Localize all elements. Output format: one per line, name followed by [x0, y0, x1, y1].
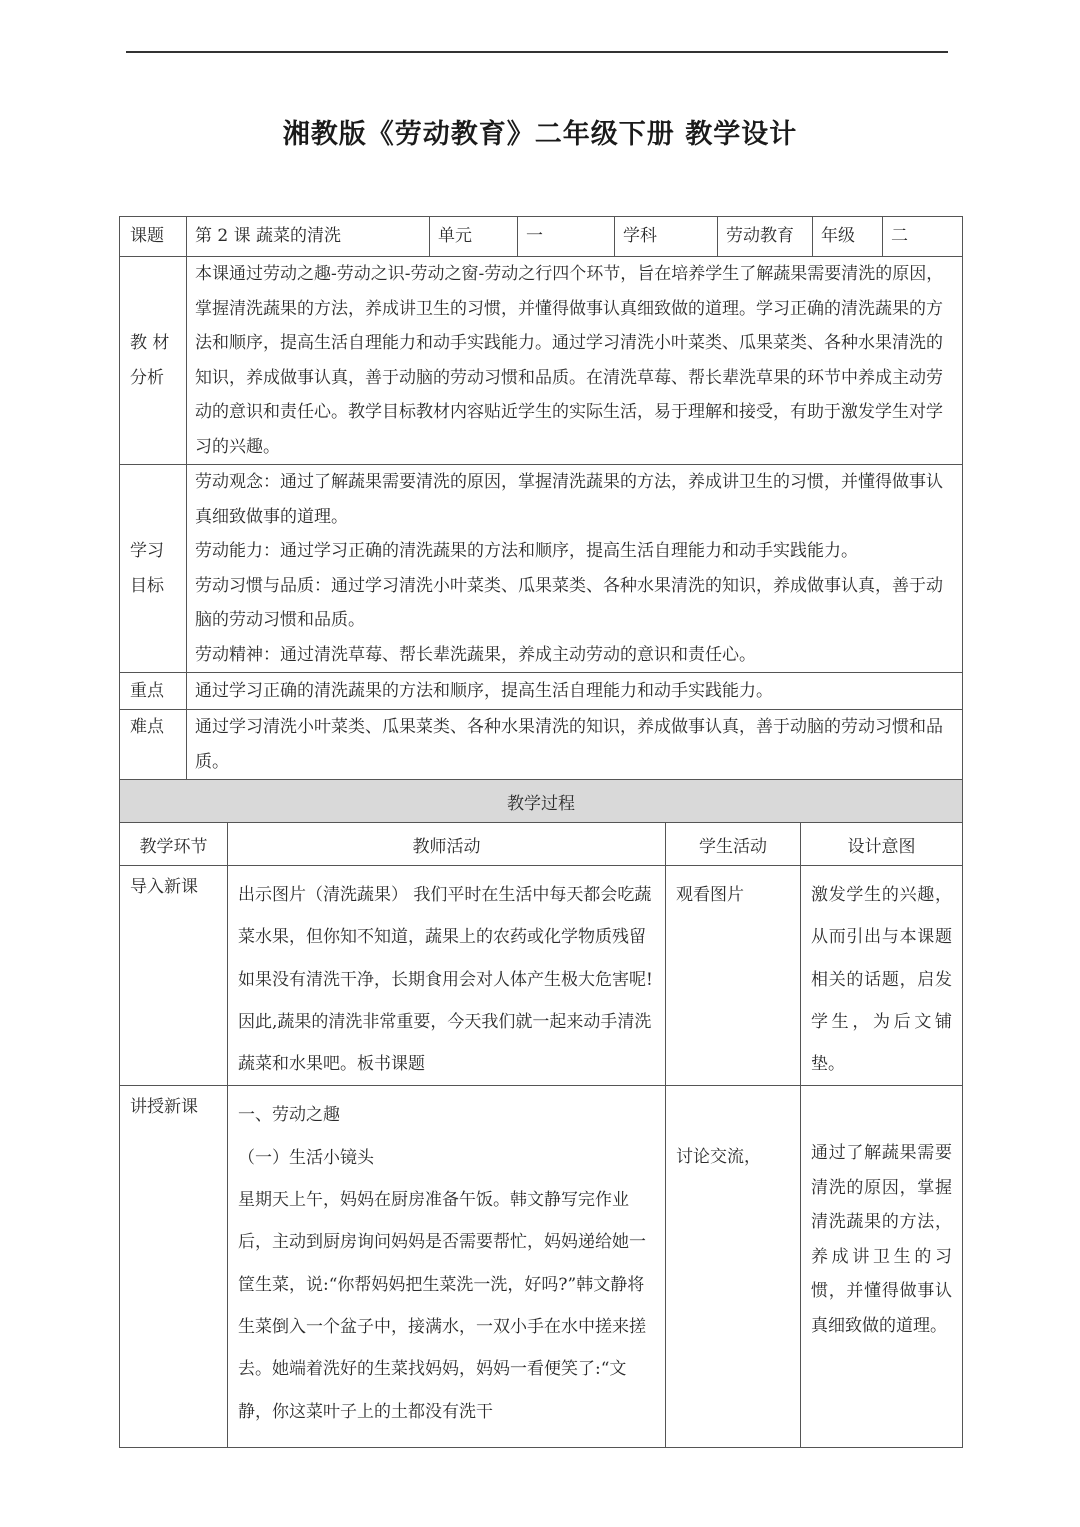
- teacher-activity-cell: [228, 1086, 666, 1448]
- stage-cell: 导入新课: [120, 866, 228, 1086]
- material-analysis-label-line2: 分析: [130, 367, 164, 388]
- column-header: 教学环节: [120, 823, 228, 866]
- subject-label: 学科: [615, 217, 718, 257]
- process-heading-row: [120, 780, 963, 823]
- learning-goals-label: [120, 465, 187, 673]
- topic-label: 课题: [120, 217, 187, 257]
- difficulty-label: 难点: [120, 710, 187, 780]
- unit-value: 一: [518, 217, 615, 257]
- difficulty-row: [120, 710, 963, 780]
- section-heading: 一、劳动之趣: [238, 1105, 340, 1126]
- learning-goals-label-line1: 学习: [130, 541, 164, 561]
- student-activity-cell: 讨论交流，: [666, 1086, 801, 1448]
- process-column-headers: [120, 823, 963, 866]
- student-activity-cell: 观看图片: [666, 866, 801, 1086]
- teaching-process-table: [119, 779, 963, 1448]
- header-rule: [126, 51, 948, 53]
- design-intent-cell: 激发学生的兴趣，从而引出与本课题相关的话题，启发学生，为后文铺垫。: [801, 866, 963, 1086]
- table-row: [120, 1086, 963, 1448]
- key-point-row: [120, 673, 963, 710]
- key-point-label: 重点: [120, 673, 187, 710]
- learning-goals-list: [187, 465, 963, 673]
- goal-item: 劳动习惯与品质：通过学习清洗小叶菜类、瓜果菜类、各种水果清洗的知识，养成做事认真，善于动脑的劳动习惯和品质。: [195, 575, 943, 630]
- key-point-text: 通过学习正确的清洗蔬果的方法和顺序，提高生活自理能力和动手实践能力。: [187, 673, 963, 710]
- process-heading: 教学过程: [120, 780, 963, 823]
- learning-goals-label-line2: 目标: [130, 575, 164, 596]
- material-analysis-label-line1: 教 材: [130, 333, 170, 353]
- lesson-info-table: [119, 216, 963, 780]
- column-header: 教师活动: [228, 823, 666, 866]
- goal-item: 劳动精神：通过清洗草莓、帮长辈洗蔬果，养成主动劳动的意识和责任心。: [195, 644, 756, 665]
- learning-goals-row: [120, 465, 963, 673]
- grade-value: 二: [883, 217, 963, 257]
- difficulty-text: 通过学习清洗小叶菜类、瓜果菜类、各种水果清洗的知识，养成做事认真，善于动脑的劳动习惯和品质。: [187, 710, 963, 780]
- teacher-activity-cell: 出示图片（清洗蔬果） 我们平时在生活中每天都会吃蔬菜水果，但你知不知道，蔬果上的农药或化学物质残留如果没有清洗干净，长期食用会对人体产生极大危害呢!因此,蔬果的清洗非常重要，今天我们就一起来动手清洗蔬菜和水果吧。板书课题: [228, 866, 666, 1086]
- column-header: 设计意图: [801, 823, 963, 866]
- goal-item: 劳动能力：通过学习正确的清洗蔬果的方法和顺序，提高生活自理能力和动手实践能力。: [195, 541, 858, 561]
- subsection-heading: （一）生活小镜头: [238, 1147, 374, 1168]
- goal-item: 劳动观念：通过了解蔬果需要清洗的原因，掌握清洗蔬果的方法，养成讲卫生的习惯，并懂得做事认真细致做事的道理。: [195, 472, 943, 527]
- grade-label: 年级: [813, 217, 883, 257]
- topic-value: 第 2 课 蔬菜的清洗: [187, 217, 430, 257]
- table-row: [120, 866, 963, 1086]
- document-title: 湘教版《劳动教育》二年级下册 教学设计: [282, 119, 798, 150]
- header-row: [120, 217, 963, 257]
- design-intent-cell: 通过了解蔬果需要清洗的原因，掌握清洗蔬果的方法，养成讲卫生的习惯，并懂得做事认真细致做的道理。: [801, 1086, 963, 1448]
- stage-cell: 讲授新课: [120, 1086, 228, 1448]
- subject-value: 劳动教育: [718, 217, 813, 257]
- story-paragraph: 星期天上午，妈妈在厨房准备午饭。韩文静写完作业后，主动到厨房询问妈妈是否需要帮忙，妈妈递给她一筐生菜，说:“你帮妈妈把生菜洗一洗，好吗?”韩文静将生菜倒入一个盆子中，接满水，一双小手在水中搓来搓去。她端着洗好的生菜找妈妈，妈妈一看便笑了:“文静，你这菜叶子上的土都没有洗干: [238, 1190, 646, 1422]
- material-analysis-label: [120, 257, 187, 465]
- column-header: 学生活动: [666, 823, 801, 866]
- material-analysis-row: [120, 257, 963, 465]
- unit-label: 单元: [430, 217, 518, 257]
- material-analysis-text: 本课通过劳动之趣-劳动之识-劳动之窗-劳动之行四个环节，旨在培养学生了解蔬果需要清洗的原因，掌握清洗蔬果的方法，养成讲卫生的习惯，并懂得做事认真细致做的道理。学习正确的清洗蔬果的方法和顺序，提高生活自理能力和动手实践能力。通过学习清洗小叶菜类、瓜果菜类、各种水果清洗的知识，养成做事认真，善于动脑的劳动习惯和品质。在清洗草莓、帮长辈洗草果的环节中养成主动劳动的意识和责任心。教学目标教材内容贴近学生的实际生活，易于理解和接受，有助于激发学生对学习的兴趣。: [187, 257, 963, 465]
